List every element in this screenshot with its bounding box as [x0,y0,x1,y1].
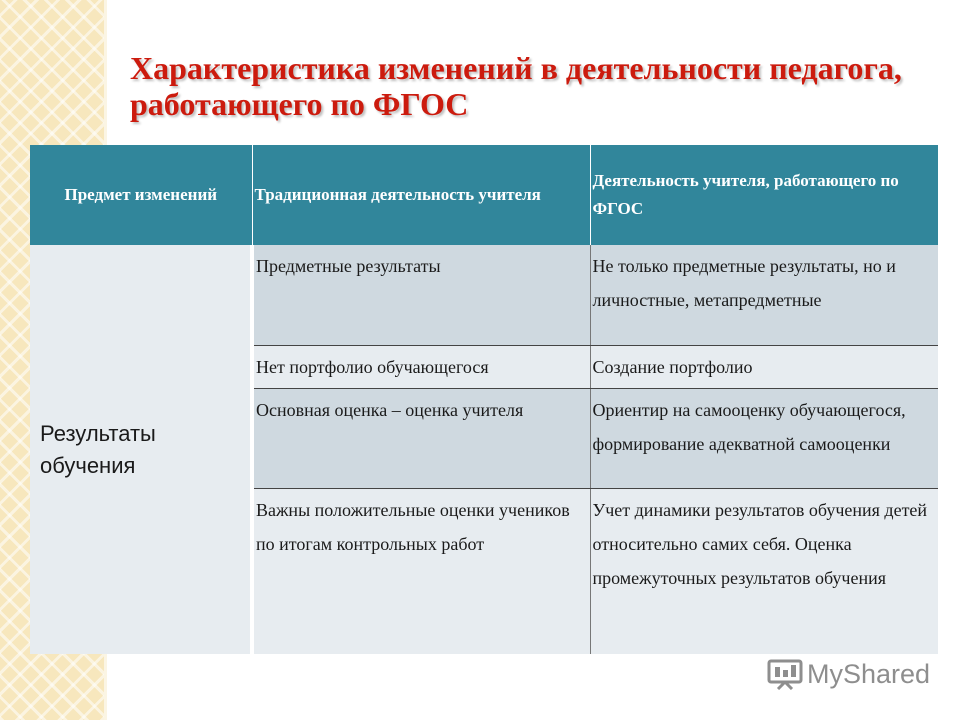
header-subject: Предмет изменений [30,145,252,245]
traditional-cell: Важны положительные оценки учеников по итогам контрольных работ [252,488,590,654]
subject-cell: Результаты обучения [30,245,252,654]
fgos-cell: Учет динамики результатов обучения детей относительно самих себя. Оценка промежуточных результатов обучения [590,488,938,654]
fgos-cell: Ориентир на самооценку обучающегося, формирование адекватной самооценки [590,388,938,488]
fgos-cell: Не только предметные результаты, но и личностные, метапредметные [590,245,938,345]
watermark-text: MyShared [807,658,931,689]
presentation-board-icon [767,658,803,690]
comparison-table [30,145,939,654]
header-fgos: Деятельность учителя, работающего по ФГОС [590,145,938,245]
fgos-cell: Создание портфолио [590,345,938,388]
table-row [30,245,938,345]
header-traditional: Традиционная деятельность учителя [252,145,590,245]
table-header-row [30,145,938,245]
traditional-cell: Нет портфолио обучающегося [252,345,590,388]
traditional-cell: Основная оценка – оценка учителя [252,388,590,488]
slide-title: Характеристика изменений в деятельности педагога, работающего по ФГОС [130,50,902,122]
myshared-watermark [767,657,930,691]
traditional-cell: Предметные результаты [252,245,590,345]
